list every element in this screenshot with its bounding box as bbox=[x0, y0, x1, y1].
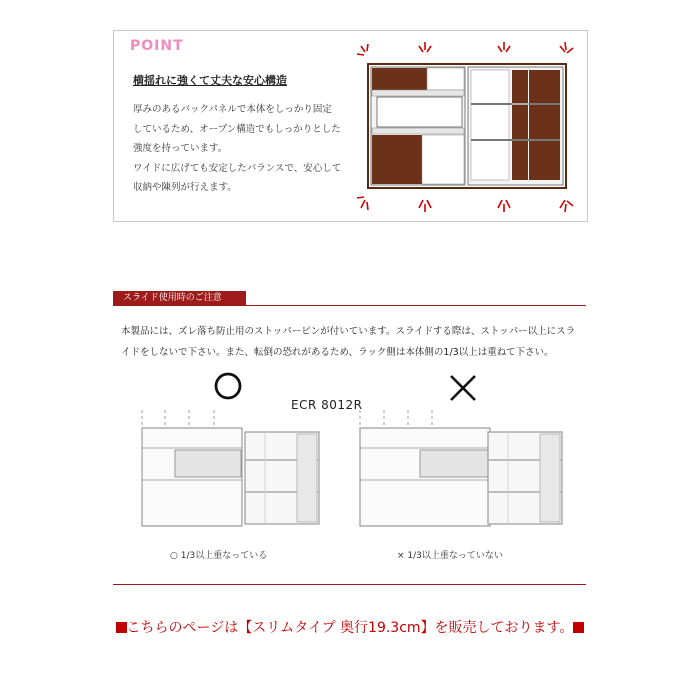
section-divider bbox=[113, 584, 586, 585]
correct-circle-icon bbox=[213, 371, 243, 401]
footer-notice bbox=[0, 617, 700, 637]
caution-line: イドをしないで下さい。また、転倒の恐れがあるため、ラック側は本体側の1/3以上は重ねて下さい。 bbox=[121, 347, 554, 358]
caution-text bbox=[121, 321, 591, 363]
point-heading: 横揺れに強くて丈夫な安心構造 bbox=[133, 74, 287, 87]
footer-text: こちらのページは【スリムタイプ 奥行19.3cm】を販売しております。 bbox=[126, 620, 574, 636]
point-body-line: 収納や陳列が行えます。 bbox=[133, 182, 237, 193]
incorrect-caption: × 1/3以上重なっていない bbox=[397, 551, 503, 561]
point-body bbox=[133, 100, 353, 198]
point-body-line: 強度を持っています。 bbox=[133, 143, 228, 154]
point-body-line: 厚みのあるバックパネルで本体をしっかり固定 bbox=[133, 104, 332, 115]
caution-line: 本製品には、ズレ落ち防止用のストッパーピンが付いています。スライドする際は、ストッパー以上にスラ bbox=[121, 326, 576, 337]
point-label: POINT bbox=[130, 38, 184, 54]
correct-overlap-diagram bbox=[125, 410, 330, 530]
caution-title: スライド使用時のご注意 bbox=[113, 291, 246, 305]
square-bullet-icon bbox=[116, 622, 127, 633]
incorrect-overlap-diagram bbox=[355, 410, 565, 530]
point-body-line: しているため、オープン構造でもしっかりとした bbox=[133, 123, 341, 135]
model-number: ECR 8012R bbox=[291, 398, 363, 412]
correct-caption: ○ 1/3以上重なっている bbox=[170, 551, 268, 561]
incorrect-cross-icon bbox=[448, 373, 478, 403]
shelf-structure-illustration bbox=[355, 42, 580, 212]
square-bullet-icon bbox=[573, 622, 584, 633]
point-body-line: ワイドに広げても安定したバランスで、安心して bbox=[133, 162, 342, 174]
